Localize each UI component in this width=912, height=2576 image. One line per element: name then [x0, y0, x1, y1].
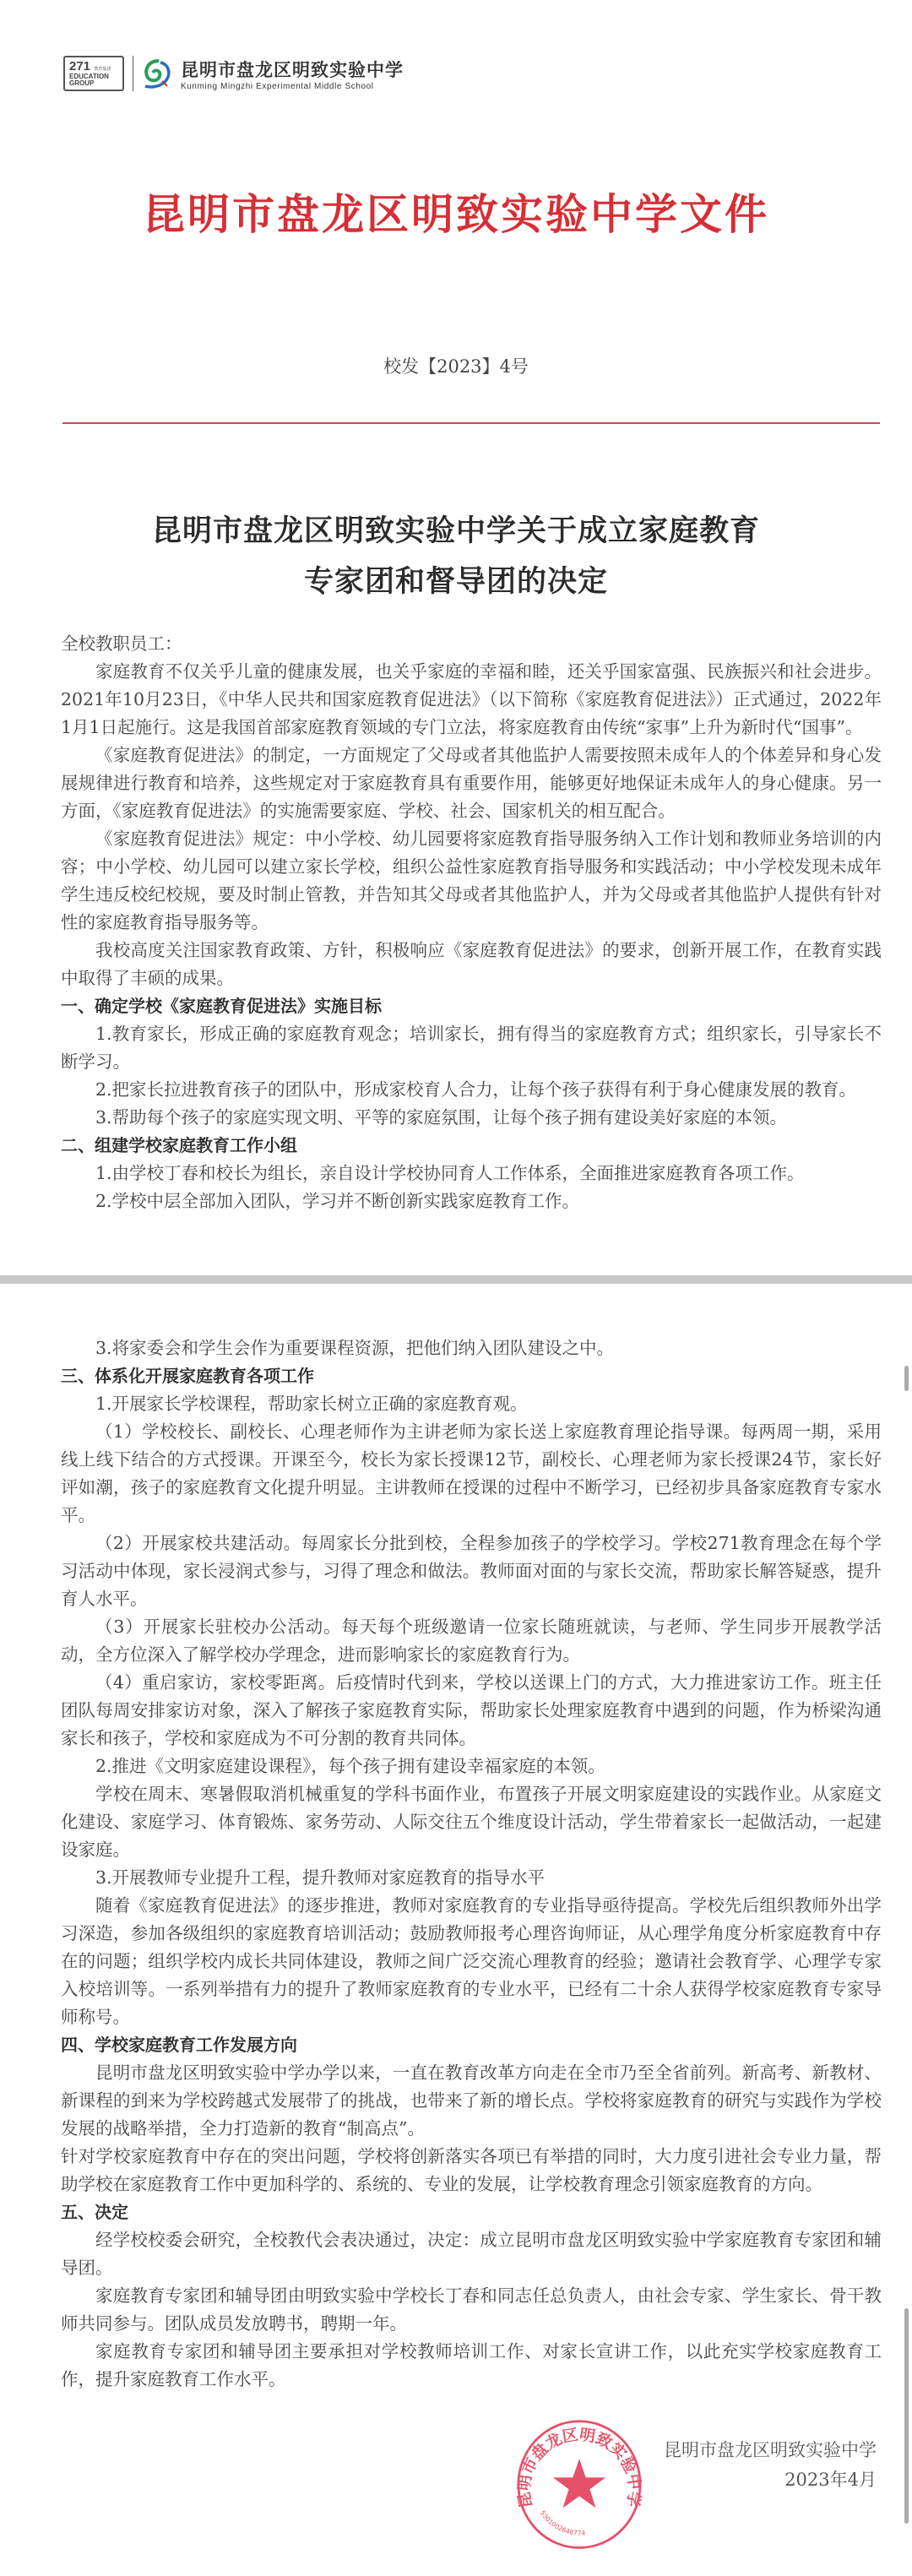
stamp-code: 5301002648774 [538, 2508, 586, 2537]
school-logo [63, 56, 404, 91]
paragraph: 家庭教育专家团和辅导团主要承担对学校教师培训工作、对家长宣讲工作，以此充实学校家庭教育工作，提升家庭教育工作水平。 [61, 2341, 882, 2389]
star-icon [553, 2459, 605, 2508]
paragraph: 2.把家长拉进教育孩子的团队中，形成家校育人合力，让每个孩子获得有利于身心健康发展的教育。 [95, 1079, 857, 1100]
paragraph: 2.学校中层全部加入团队，学习并不断创新实践家庭教育工作。 [95, 1191, 580, 1211]
education-group-logo [63, 56, 124, 91]
paragraph: 3.将家委会和学生会作为重要课程资源，把他们纳入团队建设之中。 [95, 1338, 615, 1358]
signature-date: 2023年4月 [784, 2470, 877, 2490]
svg-text:5301002648774 [539, 2509, 586, 2537]
section-heading: 四、学校家庭教育工作发展方向 [61, 2035, 297, 2055]
document-page-2 [0, 1284, 912, 2576]
official-seal-stamp [512, 2419, 647, 2551]
section-heading: 五、决定 [61, 2202, 128, 2222]
paragraph: 随着《家庭教育促进法》的逐步推进，教师对家庭教育的专业指导亟待提高。学校先后组织教师外出学习深造，参加各级组织的家庭教育培训活动；鼓励教师报考心理咨询师证，从心理学角度分析家庭教育中存在的问题；组织学校内成长共同体建设，教师之间广泛交流心理教育的经验；邀请社会教育学、心理学专家入校培训等。一系列举措有力的提升了教师家庭教育的专业水平，已经有二十余人获得学校家庭教育专家导师称号。 [61, 1895, 882, 2027]
paragraph: 家庭教育不仅关乎儿童的健康发展，也关乎家庭的幸福和睦，还关乎国家富强、民族振兴和社会进步。2021年10月23日，《中华人民共和国家庭教育促进法》（以下简称《家庭教育促进法》）正式通过，2022年1月1日起施行。这是我国首部家庭教育领域的专门立法，将家庭教育由传统“家事”上升为新时代“国事”。 [61, 661, 882, 737]
document-body-page1 [61, 630, 882, 1215]
document-title-line2: 专家团和督导团的决定 [303, 564, 608, 599]
paragraph: 3.开展教师专业提升工程，提升教师对家庭教育的指导水平 [95, 1867, 546, 1888]
paragraph: 3.帮助每个孩子的家庭实现文明、平等的家庭氛围，让每个孩子拥有建设美好家庭的本领。 [95, 1107, 788, 1128]
page-separator [0, 1275, 912, 1284]
paragraph: （4）重启家访，家校零距离。后疫情时代到来，学校以送课上门的方式，大力推进家访工作。班主任团队每周安排家访对象，深入了解孩子家庭教育实际，帮助家长处理家庭教育中遇到的问题，作为桥梁沟通家长和孩子，学校和家庭成为不可分割的教育共同体。 [61, 1672, 882, 1748]
paragraph: （1）学校校长、副校长、心理老师作为主讲老师为家长送上家庭教育理论指导课。每两周一期，采用线上线下结合的方式授课。开课至今，校长为家长授课12节，副校长、心理老师为家长授课24节，家长好评如潮，孩子的家庭教育文化提升明显。主讲教师在授课的过程中不断学习，已经初步具备家庭教育专家水平。 [61, 1421, 882, 1525]
paragraph: 2.推进《文明家庭建设课程》，每个孩子拥有建设幸福家庭的本领。 [95, 1756, 605, 1776]
paragraph: 我校高度关注国家教育政策、方针，积极响应《家庭教育促进法》的要求，创新开展工作，在教育实践中取得了丰硕的成果。 [61, 940, 882, 988]
paragraph: 《家庭教育促进法》的制定，一方面规定了父母或者其他监护人需要按照未成年人的个体差异和身心发展规律进行教育和培养，这些规定对于家庭教育具有重要作用，能够更好地保证未成年人的身心健康。另一方面，《家庭教育促进法》的实施需要家庭、学校、社会、国家机关的相互配合。 [61, 745, 882, 821]
paragraph: 昆明市盘龙区明致实验中学办学以来，一直在教育改革方向走在全市乃至全省前列。新高考、新教材、新课程的到来为学校跨越式发展带了的挑战，也带来了新的增长点。学校将家庭教育的研究与实践作为学校发展的战略举措，全力打造新的教育“制高点”。 [61, 2062, 882, 2139]
paragraph: 《家庭教育促进法》规定：中小学校、幼儿园要将家庭教育指导服务纳入工作计划和教师业务培训的内容；中小学校、幼儿园可以建立家长学校，组织公益性家庭教育指导服务和实践活动；中小学校发现未成年学生违反校纪校规，要及时制止管教，并告知其父母或者其他监护人，并为父母或者其他监护人提供有针对性的家庭教育指导服务等。 [61, 829, 882, 932]
paragraph: 经学校校委会研究，全校教代会表决通过，决定：成立昆明市盘龙区明致实验中学家庭教育专家团和辅导团。 [61, 2230, 882, 2278]
school-swirl-icon [142, 56, 174, 91]
paragraph: 全校教职员工： [61, 633, 182, 654]
scrollbar-thumb[interactable] [904, 1366, 909, 1391]
document-body-page2 [61, 1334, 882, 2394]
signature-area [0, 2419, 877, 2551]
section-heading: 一、确定学校《家庭教育促进法》实施目标 [61, 996, 382, 1016]
document-number: 校发【2023】4号 [383, 356, 529, 377]
group-logo-line1: EDUCATION [69, 73, 109, 80]
paragraph: 学校在周末、寒暑假取消机械重复的学科书面作业，布置孩子开展文明家庭建设的实践作业。从家庭文化建设、家庭学习、体育锻炼、家务劳动、人际交往五个维度设计活动，学生带着家长一起做活动，一起建设家庭。 [61, 1784, 882, 1860]
paragraph: 1.由学校丁春和校长为组长，亲自设计学校协同育人工作体系，全面推进家庭教育各项工作。 [95, 1163, 805, 1183]
paragraph: 针对学校家庭教育中存在的突出问题，学校将创新落实各项已有举措的同时，大力度引进社会专业力量，帮助学校在家庭教育工作中更加科学的、系统的、专业的发展，让学校教育理念引领家庭教育的方向。 [61, 2146, 882, 2194]
paragraph: （3）开展家长驻校办公活动。每天每个班级邀请一位家长随班就读，与老师、学生同步开展教学活动，全方位深入了解学校办学理念，进而影响家长的家庭教育行为。 [61, 1617, 882, 1665]
paragraph: （2）开展家校共建活动。每周家长分批到校，全程参加孩子的学校学习。学校271教育理念在每个学习活动中体现，家长浸润式参与，习得了理念和做法。教师面对面的与家长交流，帮助家长解答疑惑，提升育人水平。 [61, 1533, 882, 1609]
issuer-title: 昆明市盘龙区明致实验中学文件 [143, 189, 769, 239]
paragraph: 1.开展家长学校课程，帮助家长树立正确的家庭教育观。 [95, 1394, 528, 1414]
group-logo-line2: GROUP [69, 79, 95, 87]
stamp-text: 昆明市盘龙区明致实验中学 [515, 2426, 643, 2510]
group-logo-small: 教育集团 [94, 67, 111, 72]
group-logo-number: 271 [69, 59, 91, 73]
paragraph: 家庭教育专家团和辅导团由明致实验中学校长丁春和同志任总负责人，由社会专家、学生家长、骨干教师共同参与。团队成员发放聘书，聘期一年。 [61, 2285, 882, 2334]
school-name-en: Kunming Mingzhi Experimental Middle School [181, 81, 374, 91]
school-name-cn: 昆明市盘龙区明致实验中学 [181, 59, 404, 80]
section-heading: 三、体系化开展家庭教育各项工作 [61, 1366, 314, 1386]
section-heading: 二、组建学校家庭教育工作小组 [61, 1135, 297, 1155]
document-page-1 [0, 0, 912, 1275]
paragraph: 1.教育家长，形成正确的家庭教育观念；培训家长，拥有得当的家庭教育方式；组织家长，引导家长不断学习。 [61, 1024, 882, 1072]
document-title-line1: 昆明市盘龙区明致实验中学关于成立家庭教育 [151, 514, 760, 548]
scrollbar-track[interactable] [904, 2308, 909, 2524]
red-divider [62, 422, 880, 424]
signature-org: 昆明市盘龙区明致实验中学 [664, 2440, 877, 2460]
